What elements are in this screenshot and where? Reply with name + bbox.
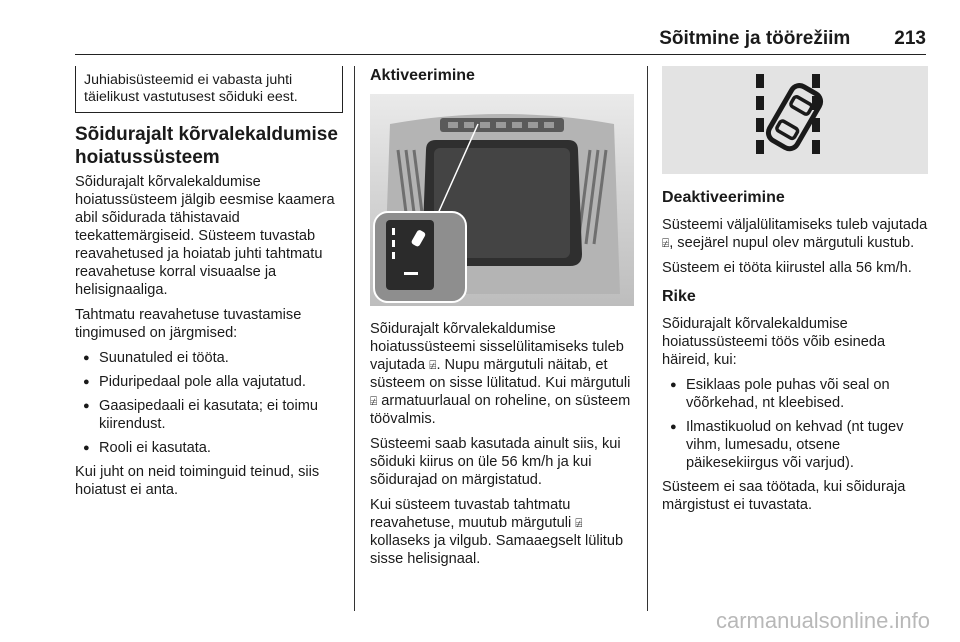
list-item: ● Piduripedaal pole alla vajutatud.: [75, 373, 343, 391]
list-item: ● Rooli ei kasutata.: [75, 439, 343, 457]
section-title-lane-departure: Sõidurajalt kõrvalekaldumise hoiatussüsteem: [75, 124, 338, 168]
section-title-fault: Rike: [662, 288, 696, 305]
conditions-lead: Tahtmatu reavahetuse tuvastamise tingimused on järgmised:: [75, 307, 302, 341]
lane-assist-symbol-figure: [662, 66, 928, 174]
note-box: [75, 66, 343, 113]
column-2: [370, 66, 634, 575]
fault-outro: Süsteem ei saa töötada, kui sõiduraja märgistust ei tuvastata.: [662, 479, 906, 513]
deactivation-paragraph-1: [662, 216, 928, 252]
column-3: [662, 66, 928, 521]
list-item: ● Esiklaas pole puhas või seal on võõrkehad, nt kleebised.: [662, 376, 928, 412]
column-1: [75, 66, 343, 506]
lane-assist-icon: ⍯: [575, 516, 583, 530]
fault-lead: Sõidurajalt kõrvalekaldumise hoiatussüsteemi töös võib esineda häireid, kui:: [662, 316, 886, 368]
fault-list: [662, 376, 928, 472]
deactivation-text-b: , seejärel nupul olev märgutuli kustub.: [669, 235, 915, 251]
header-title: Sõitmine ja töörežiim: [659, 28, 851, 49]
list-item: ● Suunatuled ei tööta.: [75, 349, 343, 367]
column-divider: [647, 66, 648, 611]
watermark: carmanualsonline.info: [715, 608, 930, 633]
activation-text-c: armatuurlaual on roheline, on süsteem töövalmis.: [370, 393, 631, 427]
conditions-list: [75, 349, 343, 457]
page-number: 213: [894, 28, 926, 49]
note-text: Juhiabisüsteemid ei vabasta juhti täielikust vastutusest sõiduki eest.: [84, 72, 298, 105]
lane-assist-icon: ⍯: [429, 358, 437, 372]
list-item: ● Ilmastikuolud on kehvad (nt tugev vihm, lumesadu, otsene päikesekiirgus või varjud).: [662, 418, 928, 472]
lane-departure-icon: [662, 66, 928, 174]
activation-text-a: Sõidurajalt kõrvalekaldumise hoiatussüsteemi sisselülitamiseks tuleb vajutada: [370, 321, 624, 373]
dashboard-image: [370, 94, 634, 306]
activation-text-b: . Nupu märgutuli näitab, et süsteem on sisse lülitatud. Kui märgutuli: [370, 357, 631, 391]
deactivation-paragraph-2: Süsteem ei tööta kiirustel alla 56 km/h.: [662, 260, 912, 276]
list-item: ● Gaasipedaali ei kasutata; ei toimu kiirendust.: [75, 397, 343, 433]
lane-assist-icon: ⍯: [370, 394, 378, 408]
activation-text-e: kollaseks ja vilgub. Samaaegselt lülitub sisse helisignaal.: [370, 533, 624, 567]
column-divider: [354, 66, 355, 611]
activation-paragraph-1: [370, 320, 634, 428]
activation-paragraph-3: [370, 496, 634, 568]
activation-text-d: Kui süsteem tuvastab tahtmatu reavahetuse, muutub märgutuli: [370, 497, 576, 531]
intro-paragraph: Sõidurajalt kõrvalekaldumise hoiatussüsteem jälgib eesmise kaamera abil sõidurada tähistavaid teekattemärgiseid. Süsteem tuvastab reavahetused ja hoiatab juhti tahtmatu reavahetuse korral visuaalse ja helisignaaliga.: [75, 174, 335, 298]
activation-paragraph-2: Süsteemi saab kasutada ainult siis, kui sõiduki kiirus on üle 56 km/h ja kui sõidurajad on märgistatud.: [370, 436, 621, 488]
section-title-deactivation: Deaktiveerimine: [662, 189, 785, 206]
outro-paragraph: Kui juht on neid toiminguid teinud, siis hoiatust ei anta.: [75, 464, 320, 498]
header-rule: [75, 54, 926, 55]
deactivation-text-a: Süsteemi väljalülitamiseks tuleb vajutada: [662, 217, 928, 233]
section-title-activation: Aktiveerimine: [370, 67, 475, 84]
lane-assist-icon: ⍯: [662, 236, 670, 250]
dashboard-illustration: [370, 94, 634, 306]
